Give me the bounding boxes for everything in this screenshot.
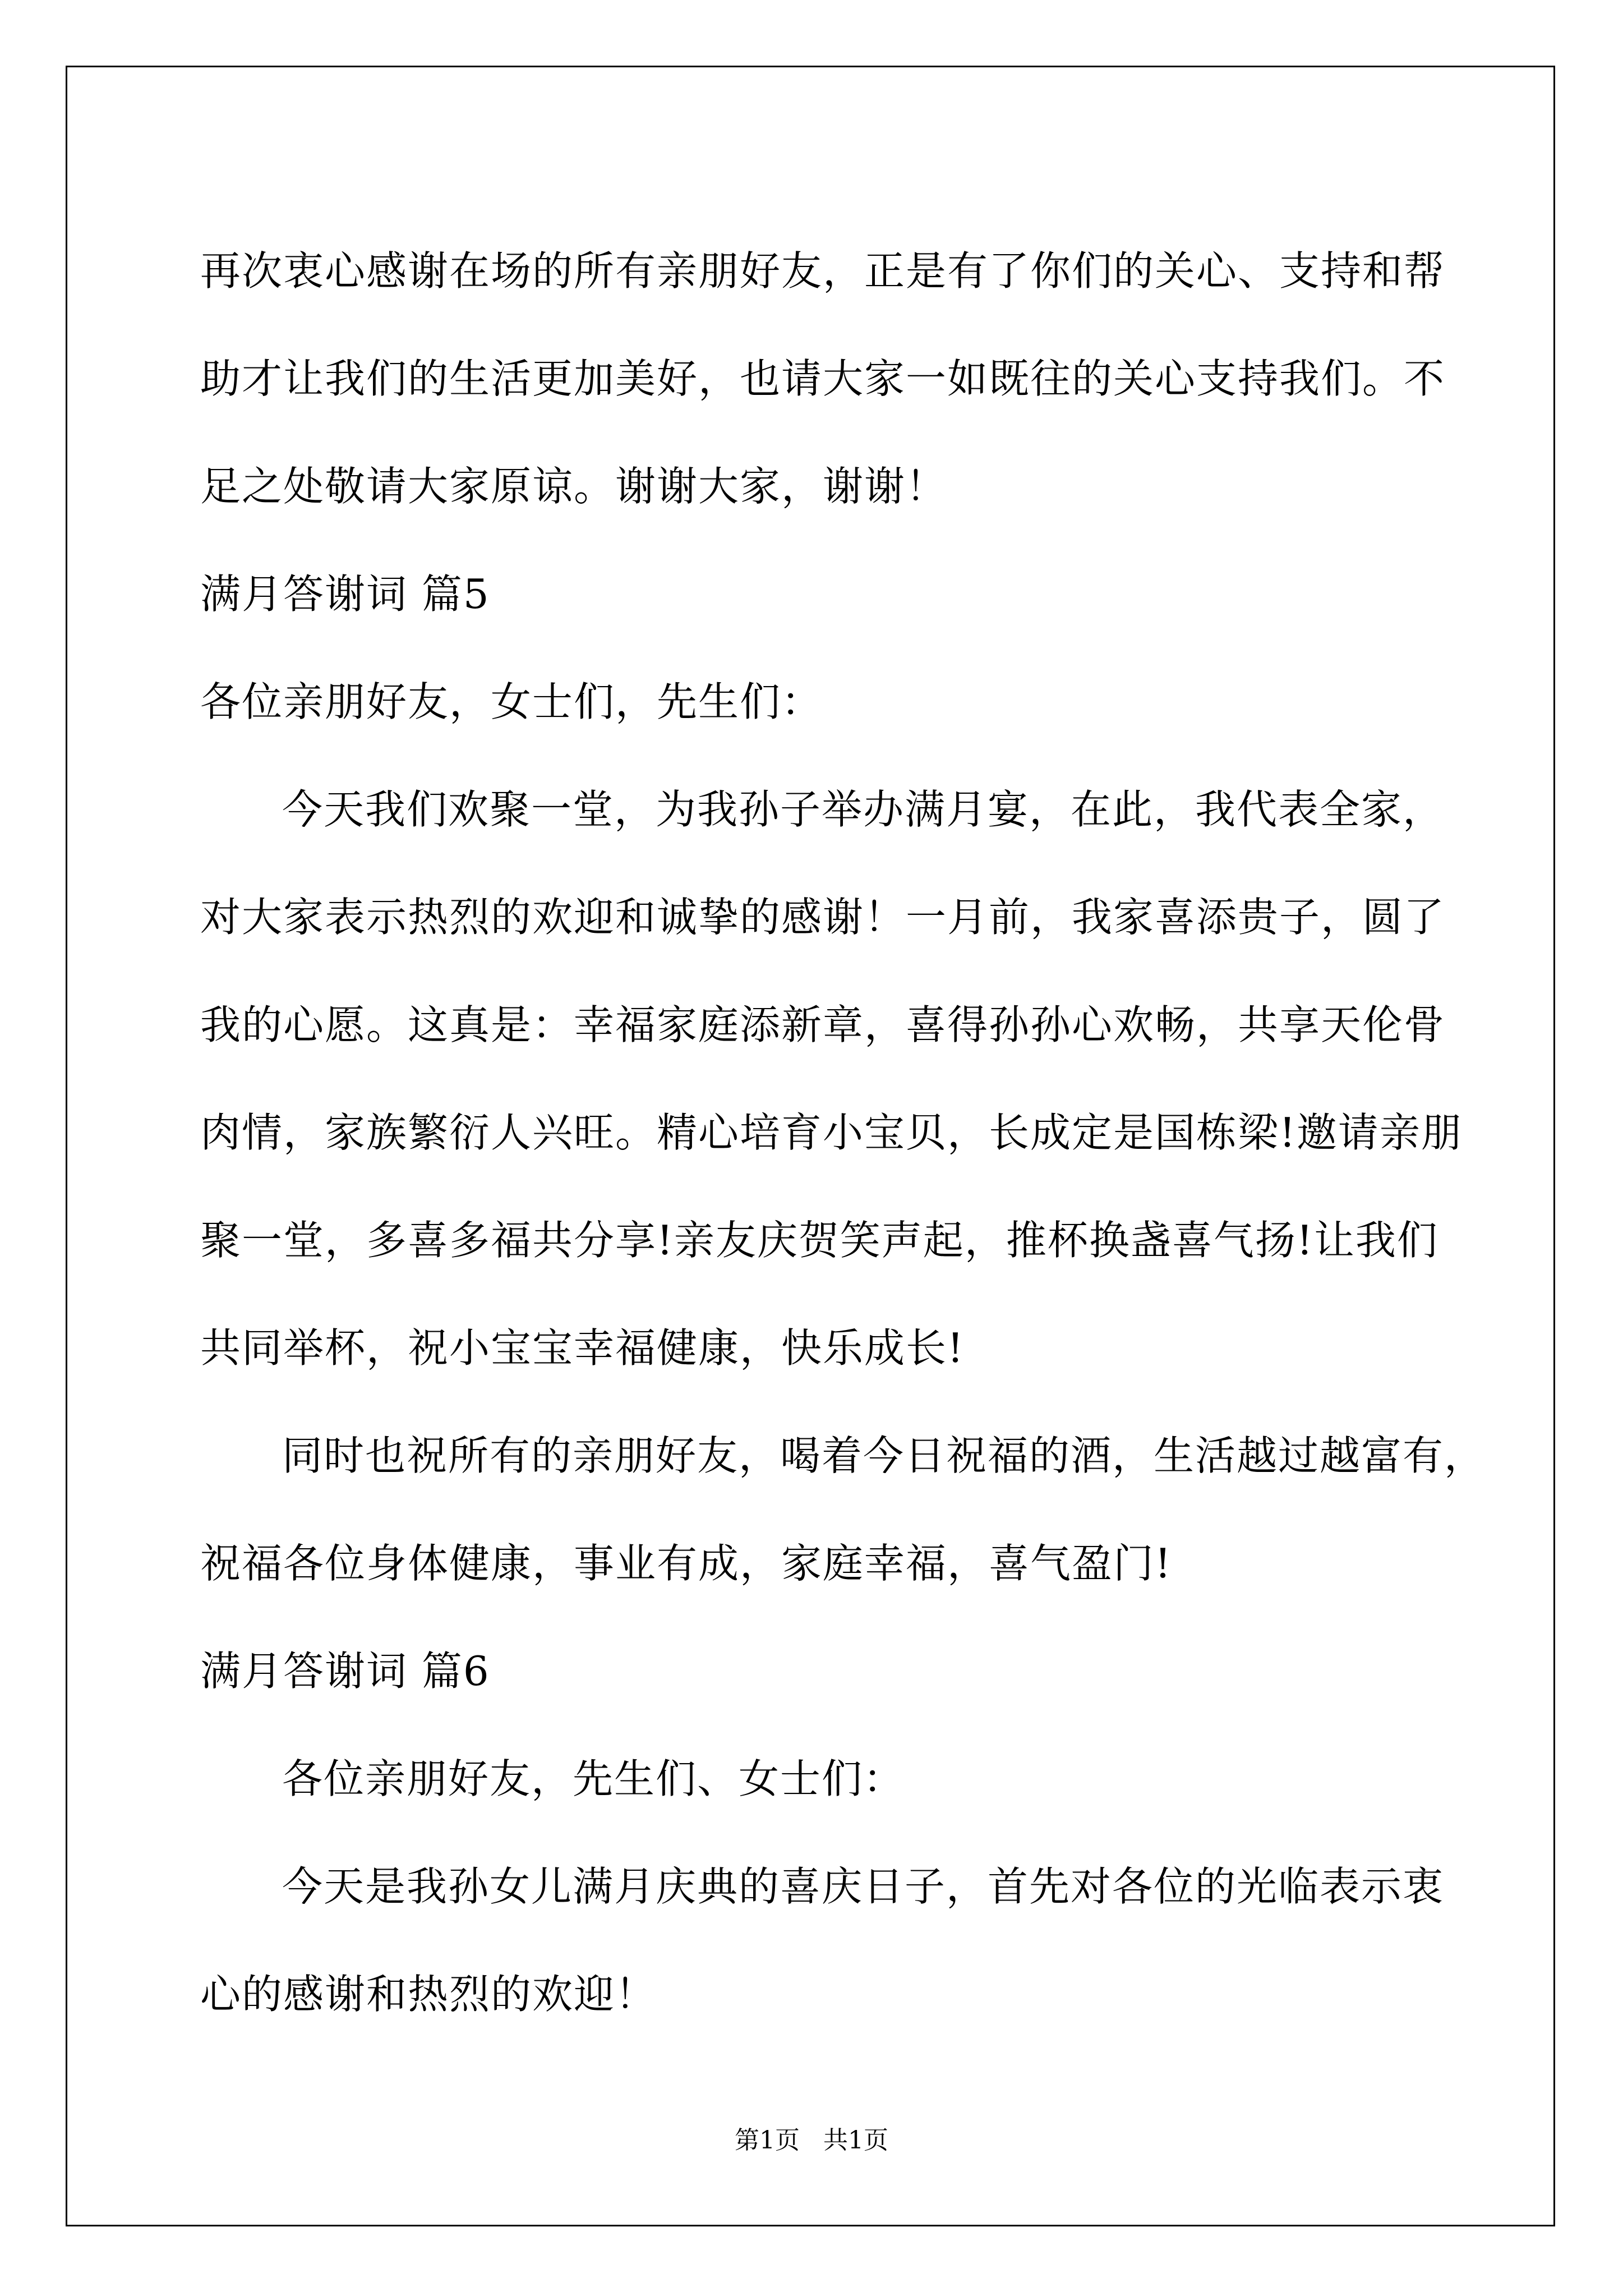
- page-footer: 第1页 共1页: [735, 2126, 888, 2155]
- document-body: [200, 217, 1486, 2048]
- text-line: 肉情，家族繁衍人兴旺。精心培育小宝贝，长成定是国栋梁!邀请亲朋: [200, 1109, 1463, 1156]
- section-heading: 满月答谢词 篇6: [200, 1648, 490, 1695]
- text-line: 足之处敬请大家原谅。谢谢大家，谢谢！: [200, 463, 948, 510]
- text-line: 聚一堂，多喜多福共分享!亲友庆贺笑声起，推杯换盏喜气扬!让我们: [200, 1217, 1438, 1264]
- text-line: 对大家表示热烈的欢迎和诚挚的感谢！一月前，我家喜添贵子，圆了: [200, 894, 1446, 941]
- text-line: 我的心愿。这真是：幸福家庭添新章，喜得孙孙心欢畅，共享天伦骨: [200, 1001, 1446, 1048]
- text-line: 心的感谢和热烈的欢迎！: [200, 1971, 657, 2018]
- text-line: 同时也祝所有的亲朋好友，喝着今日祝福的酒，生活越过越富有，: [282, 1432, 1486, 1479]
- text-line: 祝福各位身体健康，事业有成，家庭幸福，喜气盈门!: [200, 1540, 1172, 1587]
- text-line: 共同举杯，祝小宝宝幸福健康，快乐成长!: [200, 1324, 965, 1372]
- section-heading: 满月答谢词 篇5: [200, 570, 490, 618]
- text-line: 再次衷心感谢在场的所有亲朋好友，正是有了你们的关心、支持和帮: [200, 247, 1446, 295]
- salutation: 各位亲朋好友，先生们、女士们：: [282, 1755, 905, 1802]
- text-line: 助才让我们的生活更加美好，也请大家一如既往的关心支持我们。不: [200, 355, 1446, 402]
- text-line: 今天我们欢聚一堂，为我孙子举办满月宴，在此，我代表全家，: [282, 786, 1445, 833]
- text-line: 今天是我孙女儿满月庆典的喜庆日子，首先对各位的光临表示衷: [282, 1863, 1445, 1910]
- salutation: 各位亲朋好友，女士们，先生们：: [200, 678, 823, 725]
